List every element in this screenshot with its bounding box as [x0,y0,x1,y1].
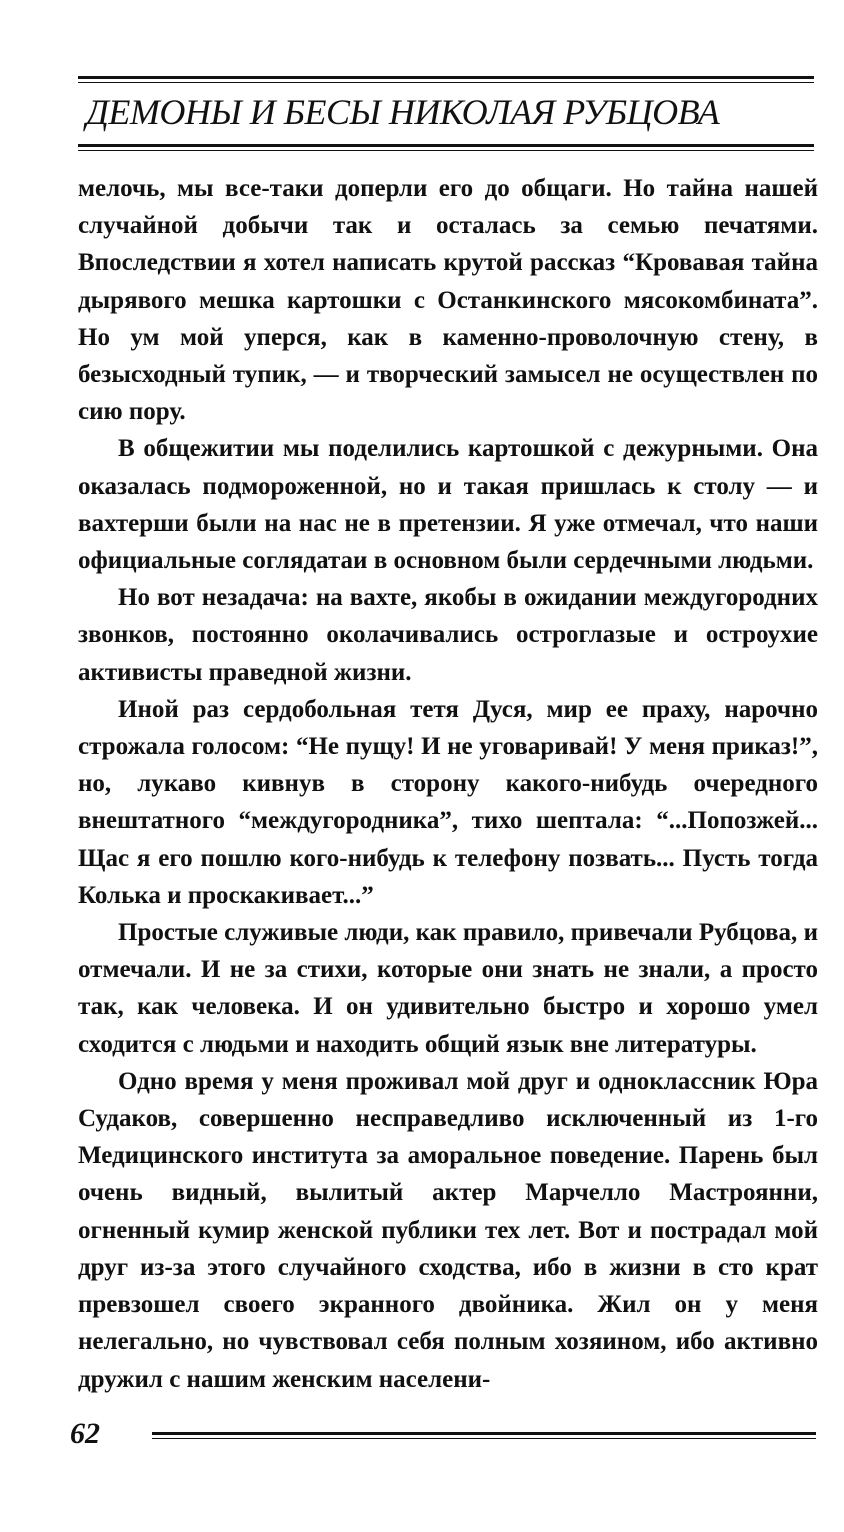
running-header-title: ДЕМОНЫ И БЕСЫ НИКОЛАЯ РУБЦОВА [86,92,720,132]
paragraph: Иной раз сердобольная тетя Дуся, мир ее праху, нарочно строжала голосом: “Не пущу! И не уговаривай! У меня приказ!”, но, лукаво кивнув в сторону какого-нибудь очередного внештатного “междугородника”, тихо шептала: “...Попозжей... Щас я его пошлю кого-нибудь к телефону позвать... Пусть тогда Колька и проскакивает...” [78,695,818,909]
body-text [78,170,818,1398]
paragraph: Простые служивые люди, как правило, привечали Рубцова, и отмечали. И не за стихи, которые они знать не знали, а просто так, как человека. И он удивительно быстро и хорошо умел сходится с людьми и находить общий язык вне литературы. [78,919,818,1058]
paragraph-continuation: мелочь, мы все-таки доперли его до общаги. Но тайна нашей случайной добычи так и осталась за семью печатями. Впоследствии я хотел написать крутой рассказ “Кровавая тайна дырявого мешка картошки с Останкинского мясокомбината”. Но ум мой уперся, как в каменно-проволочную стену, в безысходный тупик, — и творческий замысел не осуществлен по сию пору. [78,175,818,426]
paragraph: В общежитии мы поделились картошкой с дежурными. Она оказалась подмороженной, но и такая пришлась к столу — и вахтерши были на нас не в претензии. Я уже отмечал, что наши официальные соглядатаи в основном были сердечными людьми. [78,435,818,575]
footer-rule-thin [152,1438,816,1439]
header-rule-top-thick [78,76,814,79]
header-rule-bottom-thick [78,144,814,147]
header-rule-bottom-thin [78,150,814,151]
footer-rule-thick [152,1432,816,1435]
paragraph: Но вот незадача: на вахте, якобы в ожидании междугородних звонков, постоянно околачивались остроглазые и остроухие активисты праведной жизни. [78,584,818,686]
paragraph: Одно время у меня проживал мой друг и одноклассник Юра Судаков, совершенно несправедливо исключенный из 1-го Медицинского института за аморальное поведение. Парень был очень видный, вылитый актер Марчелло Мастроянни, огненный кумир женской публики тех лет. Вот и пострадал мой друг из-за этого случайного сходства, ибо в жизни в сто крат превзошел своего экранного двойника. Жил он у меня нелегально, но чувствовал себя полным хозяином, ибо активно дружил с нашим женским населени- [78,1067,818,1393]
page-number: 62 [70,1417,100,1450]
header-rule-top-thin [78,82,814,83]
